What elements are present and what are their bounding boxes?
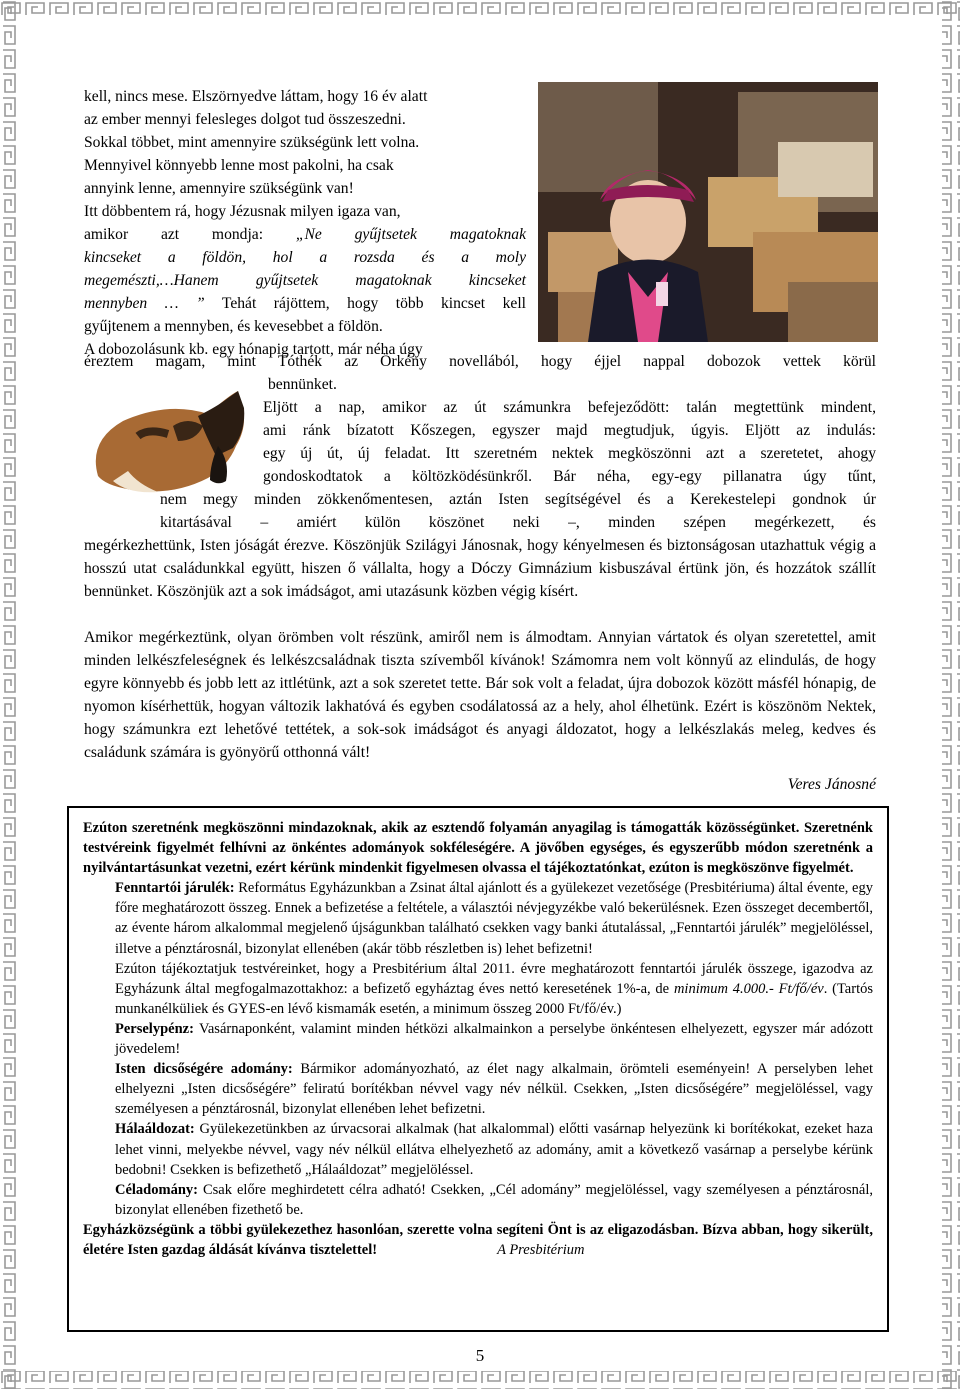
box-item-tajekoztatas: Ezúton tájékoztatjuk testvéreinket, hogy a Presbitérium által 2011. évre meghatározott fenntartói járulék összege, igazodva az Egyházunk által megfogalmazottakhoz: a befizető egyháztag éves nettó keresetének 1%-a, de minimum 4.000.- Ft/fő/év. (Tartós munkanélküliek és GYES-en lévő kismamák esetén, a minimum összeg 2000 Ft/fő/év.) [115, 960, 873, 1017]
box-item-fenntartoi: Fenntartói járulék: Református Egyházunkban a Zsinat által ajánlott és a gyülekezet vezetősége (Presbitériuma) által évente, egy főre meghatározott összeg. Ennek a befizetése a feltétele, a választói névjegyzékbe való bekerülésnek. Ezen összeget decembertől, az évente három alkalommal megjelenő újságunkban található csekken vagy banki átutalással, „Fenntartói járulék” megjelöléssel, illetve a pénztárosnál, bizonylat ellenében (akár több részletben is) lehet befizetni! [115, 880, 873, 957]
box-item-celadomany: Céladomány: Csak előre meghirdetett célra adható! Csekken, „Cél adomány” megjelöléssel, vagy személyesen a pénztárosnál, bizonylat ellenében fizethető be. [115, 1181, 873, 1218]
intro-line: kell, nincs mese. Elszörnyedve láttam, hogy 16 év alatt [84, 88, 428, 105]
intro-line: megemészti,…Hanem gyűjtsetek magatoknak kincseket [84, 272, 526, 289]
intro-line: A dobozolásunk kb. egy hónapig tartott, már néha úgy [84, 341, 423, 358]
intro-line: Sokkal többet, mint amennyire szükségünk lett volna. [84, 134, 420, 151]
intro-line: amikor azt mondja: „Ne gyűjtsetek magatoknak [84, 226, 526, 243]
dogtext-line: Eljött a nap, amikor az út számunkra befejeződött: talán megtettünk mindent, [263, 399, 876, 416]
dogtext-line: ami ránk bízatott Kőszegen, egyszer majd megtudjuk, úgyis. Eljött az indulás: [263, 422, 876, 439]
intro-line: az ember mennyi felesleges dolgot tud összeszedni. [84, 111, 406, 128]
intro-line: Itt döbbentem rá, hogy Jézusnak milyen igaza van, [84, 203, 401, 220]
article-paragraph-1: megérkezhettünk, Isten jóságát érezve. Köszönjük Szilágyi Jánosnak, hogy kényelmesen és biztonságosan utazhattuk végig a hosszú utat családunkkal együtt, hiszen ő vállalta, hogy a Dóczy Gimnázium kisbuszával értünk jön, és hozzátok szállít bennünket. Köszönjük azt a sok imádságot, ami utazásunk közben végig kísért. [84, 537, 876, 600]
intro-line: mennyben … ” Tehát rájöttem, hogy több kincset kell [84, 295, 526, 312]
box-item-halaaldozat: Hálaáldozat: Gyülekezetünkben az úrvacsorai alkalmak (hat alkalommal) előtti vasárnap helyezünk ki borítékokat, ezeket haza lehet vinni, melyekbe névvel, vagy név nélkül ellátva elhelyezhető az adomány, amit a következő vasárnap a perselybe kérünk bedobni! Csekken is befizethető „Hálaáldozat” megjelöléssel. [115, 1121, 873, 1178]
box-item-perselypenz: Perselypénz: Vasárnaponként, valamint minden hétközi alkalmainkon a perselybe önkéntesen elhelyezett, egyszer már adózott jövedelem! [115, 1020, 873, 1058]
intro-wide-line-end: bennünket. [268, 376, 337, 393]
dogtext-line: nem megy minden zökkenőmentesen, aztán Isten segítségével és a Kerekestelepi gondnok úr [160, 491, 876, 508]
dogtext-line: kitartásával – amiért külön köszönet neki –, minden szépen megérkezett, és [160, 514, 876, 531]
intro-line: kincseket a földön, hol a rozsda és a moly [84, 249, 526, 266]
intro-wide-line: éreztem magam, mint Tóthék az Örkény novellából, hogy éjjel nappal dobozok vettek körül [84, 353, 876, 370]
box-lead: Ezúton szeretnénk megköszönni mindazoknak, akik az esztendő folyamán anyagilag is támogatták közösségünket. Szeretnénk testvéreink figyelmét felhívni az önkéntes adományok sokféleségére. A jövőben egységes, és egyszerűbb módon szeretnénk a nyilvántartásunkat vezetni, ezért kérünk mindenkit figyelmesen olvassa el tájékoztatónkat, ezúton is megköszönve figyelmét. [83, 820, 873, 877]
donation-info-box [67, 806, 889, 1332]
article-signature: Veres Jánosné [787, 776, 876, 793]
article-paragraph-2: Amikor megérkeztünk, olyan örömben volt részünk, amiről nem is álmodtam. Annyian vártatok és olyan szeretettel, amit minden lelkészfeleségnek és lelkészcsaládnak tiszta szívemből kívánok! Számomra nem volt könnyű az elindulás, de hogy egyre könnyebb és jobb lett az ittlétünk, azt a sok szeretet tette. Bár sok volt a feladat, újra dobozok között másfél hónapig, de nyomon kísérhettük, hogyan változik lakhatóvá és egyben csodálatossá az a hely, ahol élhetünk. Ezért is köszönöm Nektek, hogy számunkra ezt lehetővé tettétek, a sok-sok imádságot és anyagi áldozatot, hogy a lelkészlakás meleg, kedves és családunk számára is gyönyörű otthonná vált! [84, 629, 876, 761]
dogtext-line: egy új út, új feladat. Itt szeretném nektek megköszönni azt a szeretetet, ahogy [263, 445, 876, 462]
intro-line: Mennyivel könnyebb lenne most pakolni, ha csak [84, 157, 394, 174]
intro-line: annyink lenne, amennyire szükségünk van! [84, 180, 354, 197]
box-closing: Egyházközségünk a többi gyülekezethez hasonlóan, szerette volna segíteni Önt is az eligazodásban. Bízva abban, hogy sikerült, életére Isten gazdag áldását kívánva tisztelettel! A Presbitérium [83, 1221, 873, 1258]
photo-child-with-boxes [538, 82, 878, 342]
box-item-isten-dicsosegere: Isten dicsőségére adomány: Bármikor adományozható, az élet nagy alkalmain, örömteli eseményein! A perselyben lehet elhelyezni „Isten dicsőségére” feliratú borítékban névvel vagy név nélkül. Csekken, „Isten dicsőségére” megjelöléssel, vagy személyesen a pénztárosnál, bizonylat ellenében lehet befizetni. [115, 1061, 873, 1118]
box-closing-signature: A Presbitérium [497, 1241, 585, 1258]
box-content [83, 818, 873, 1260]
intro-line: gyűjtenem a mennyben, és kevesebbet a földön. [84, 318, 383, 335]
intro-narrow-column [84, 85, 526, 361]
dogtext-line: gondoskodtatok a költözködésünkről. Bár néha, egy-egy pillanatra úgy tűnt, [263, 468, 876, 485]
page-number: 5 [475, 1346, 485, 1365]
